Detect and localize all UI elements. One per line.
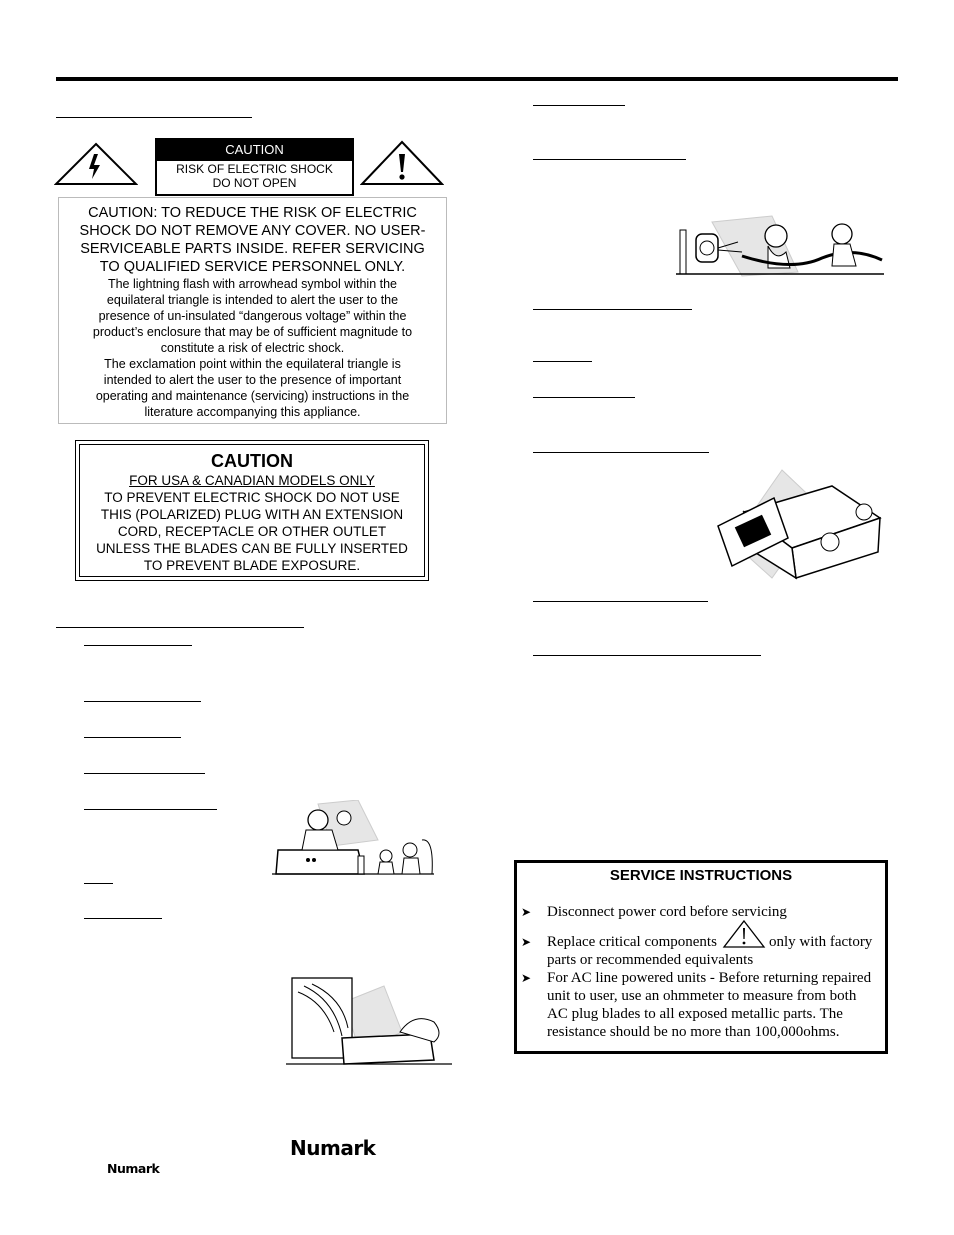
exclamation-explanation-line: literature accompanying this appliance. xyxy=(144,405,361,419)
service-item xyxy=(517,903,885,921)
usa-caution-subtitle: FOR USA & CANADIAN MODELS ONLY xyxy=(129,473,375,488)
heading-rule xyxy=(56,627,304,628)
lightning-explanation-line: presence of un-insulated “dangerous voltage” within the xyxy=(98,309,407,323)
item-rule xyxy=(84,701,201,702)
item-rule xyxy=(84,773,205,774)
service-item-text: Disconnect power cord before servicing xyxy=(547,904,787,920)
service-title: SERVICE INSTRUCTIONS xyxy=(609,867,793,884)
top-rule xyxy=(56,77,898,81)
arrow-bullet-icon: ➤ xyxy=(521,905,532,919)
service-item-text: Replace critical components xyxy=(547,934,717,950)
lightning-explanation-line: The lightning flash with arrowhead symbol within the xyxy=(107,277,398,291)
usa-caution-title: CAUTION xyxy=(211,451,293,471)
service-item-text: For AC line powered units - Before returning repaired xyxy=(547,970,872,986)
item-rule xyxy=(84,883,113,884)
item-rule xyxy=(533,452,709,453)
heading-rule xyxy=(56,117,252,118)
overloaded-outlet-illustration xyxy=(672,212,888,278)
item-rule xyxy=(533,601,708,602)
lightning-explanation-line: constitute a risk of electric shock. xyxy=(160,341,345,355)
usa-caution-line: UNLESS THE BLADES CAN BE FULLY INSERTED xyxy=(96,541,408,556)
usa-caution-box xyxy=(75,440,429,581)
water-spill-illustration xyxy=(284,972,454,1068)
numark-logo-small: Numark xyxy=(107,1161,160,1176)
caution-main-line: SHOCK DO NOT REMOVE ANY COVER. NO USER- xyxy=(79,223,426,239)
arrow-bullet-icon: ➤ xyxy=(521,971,532,985)
item-rule xyxy=(533,397,635,398)
caution-main-line: TO QUALIFIED SERVICE PERSONNEL ONLY. xyxy=(99,259,406,275)
item-rule xyxy=(84,737,181,738)
lightning-explanation-line: product’s enclosure that may be of sufficient magnitude to xyxy=(92,325,413,339)
numark-logo-large: Numark xyxy=(290,1136,376,1160)
usa-caution-line: THIS (POLARIZED) PLUG WITH AN EXTENSION xyxy=(100,507,404,522)
service-instructions-box xyxy=(514,860,888,1054)
item-rule xyxy=(84,809,217,810)
item-rule xyxy=(533,105,625,106)
service-item-text: AC plug blades to all exposed metallic parts. The xyxy=(547,1006,843,1022)
exclamation-explanation-line: The exclamation point within the equilateral triangle is xyxy=(104,357,401,371)
item-rule xyxy=(84,918,162,919)
arrow-bullet-icon: ➤ xyxy=(521,935,532,949)
exclamation-warning-icon xyxy=(722,919,766,949)
lightning-warning-icon xyxy=(54,142,138,186)
item-rule xyxy=(533,361,592,362)
climbing-on-unit-illustration xyxy=(268,800,436,878)
caution-label-line: RISK OF ELECTRIC SHOCK xyxy=(176,162,333,176)
usa-caution-line: CORD, RECEPTACLE OR OTHER OUTLET xyxy=(117,524,387,539)
exclamation-warning-icon xyxy=(360,140,444,186)
item-rule xyxy=(533,309,692,310)
item-rule xyxy=(533,655,761,656)
usa-caution-line: TO PREVENT BLADE EXPOSURE. xyxy=(143,558,361,573)
exclamation-explanation-line: operating and maintenance (servicing) instructions in the xyxy=(95,389,410,403)
caution-label xyxy=(155,138,354,196)
caution-label-title: CAUTION xyxy=(157,140,352,161)
caution-text-box xyxy=(58,197,447,424)
service-item xyxy=(517,969,885,1041)
service-item-text: unit to user, use an ohmmeter to measure from both xyxy=(547,988,857,1004)
item-rule xyxy=(84,645,192,646)
packing-box-illustration xyxy=(712,468,888,582)
service-item xyxy=(517,933,885,969)
service-item-text: resistance should be no more than 100,000ohms. xyxy=(547,1024,840,1040)
caution-main-line: CAUTION: TO REDUCE THE RISK OF ELECTRIC xyxy=(88,205,417,221)
caution-label-line: DO NOT OPEN xyxy=(212,176,297,190)
lightning-explanation-line: equilateral triangle is intended to alert the user to the xyxy=(106,293,399,307)
service-item-text: only with factory xyxy=(769,934,873,950)
caution-main-line: SERVICEABLE PARTS INSIDE. REFER SERVICING xyxy=(80,241,425,257)
usa-caution-line: TO PREVENT ELECTRIC SHOCK DO NOT USE xyxy=(104,490,400,505)
exclamation-explanation-line: intended to alert the user to the presence of important xyxy=(103,373,402,387)
service-item-text: parts or recommended equivalents xyxy=(547,952,754,968)
item-rule xyxy=(533,159,686,160)
